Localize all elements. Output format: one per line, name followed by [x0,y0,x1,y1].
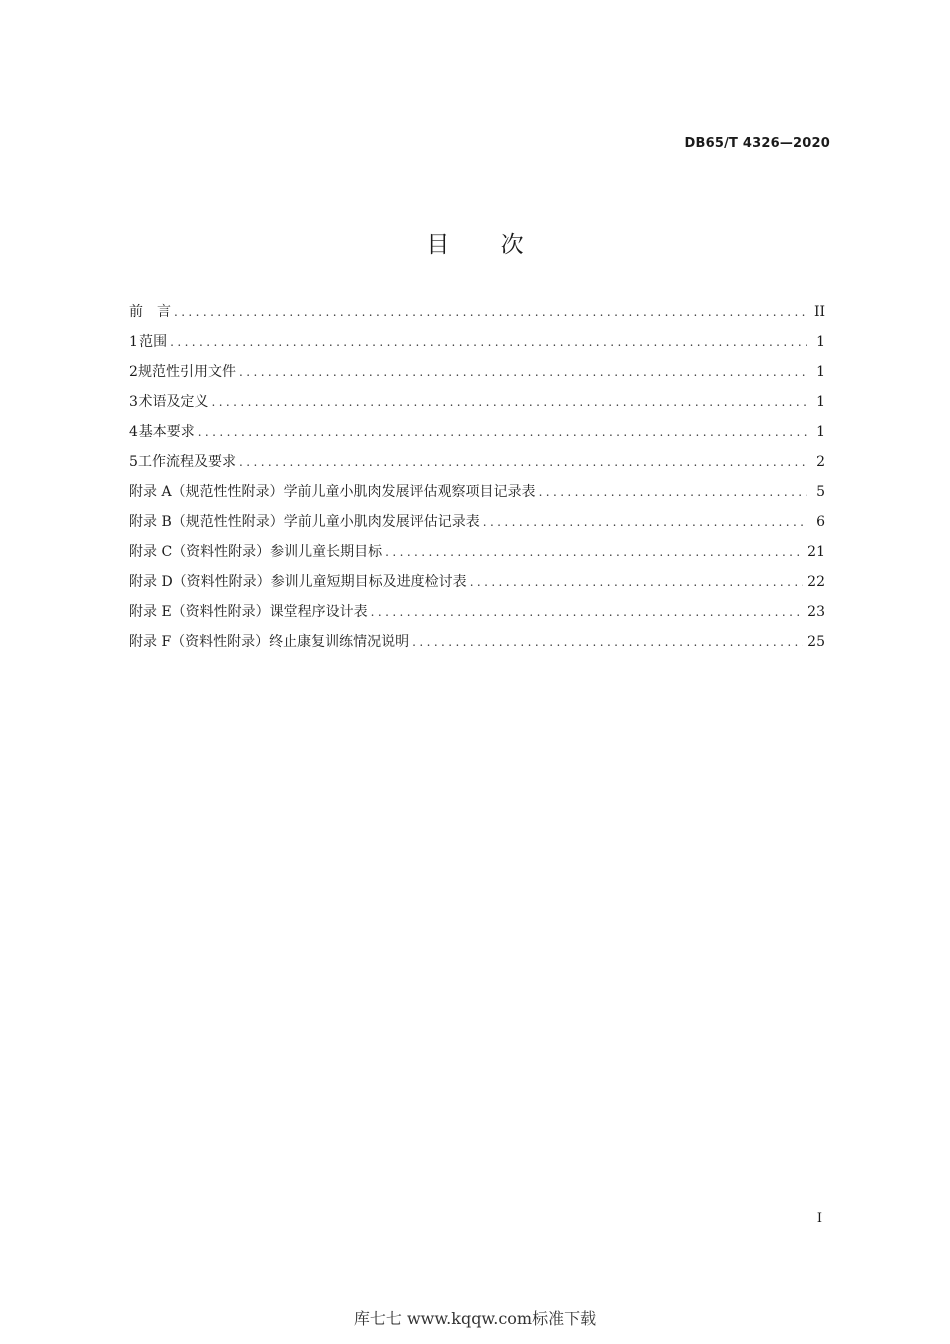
toc-entry-label: 基本要求 [138,424,195,440]
footer-watermark: 库七七 www.kqqw.com标准下载 [353,1309,597,1328]
toc-appendix-label: 附录 F（资料性附录） [129,634,270,650]
toc-appendix-label: 附录 D（资料性附录） [129,574,271,590]
toc-entry-label: 范围 [139,334,168,350]
page-number: I [816,1211,822,1226]
document-code: DB65/T 4326—2020 [684,136,830,151]
toc-entry-number: 4 [129,424,138,440]
toc-entry-page: 1 [816,394,825,410]
toc-leader-dots [174,305,807,319]
toc-leader-dots [239,365,807,379]
toc-entry-label: 学前儿童小肌肉发展评估观察项目记录表 [283,484,536,500]
toc-entry-number: 5 [129,454,138,470]
toc-entry-label: 学前儿童小肌肉发展评估记录表 [283,514,480,530]
toc-entry-appendix-c[interactable] [129,541,825,571]
toc-appendix-label: 附录 E（资料性附录） [129,604,270,620]
toc-entry-1[interactable] [129,331,825,361]
toc-entry-appendix-f[interactable] [129,631,825,661]
toc-leader-dots [239,455,807,469]
toc-leader-dots [483,515,807,529]
toc-entry-label: 术语及定义 [138,394,209,410]
toc-entry-appendix-e[interactable] [129,601,825,631]
toc-leader-dots [198,425,807,439]
toc-entry-label: 规范性引用文件 [138,364,237,380]
toc-entry-page: 5 [816,484,825,500]
toc-entry-page: 23 [807,604,825,620]
toc-entry-page: 21 [807,544,825,560]
toc-entry-label: 工作流程及要求 [138,454,237,470]
toc-entry-4[interactable] [129,421,825,451]
toc-leader-dots [539,485,807,499]
toc-entry-page: 2 [816,454,825,470]
toc-entry-page: II [813,304,825,320]
toc-entry-page: 6 [816,514,825,530]
toc-entry-number: 2 [129,364,138,380]
toc-entry-2[interactable] [129,361,825,391]
toc-entry-label: 参训儿童长期目标 [270,544,383,560]
toc-leader-dots [412,635,803,649]
toc-entry-appendix-a[interactable] [129,481,825,511]
toc-entry-page: 22 [807,574,825,590]
table-of-contents [129,301,825,661]
toc-leader-dots [470,575,803,589]
page-title: 目 次 [426,232,546,258]
toc-appendix-label: 附录 A（规范性性附录） [129,484,284,500]
toc-entry-label: 前 言 [129,304,171,320]
toc-entry-appendix-d[interactable] [129,571,825,601]
toc-entry-number: 3 [129,394,138,410]
toc-entry-page: 25 [807,634,825,650]
toc-entry-label: 参训儿童短期目标及进度检讨表 [270,574,467,590]
toc-entry-label: 课堂程序设计表 [269,604,368,620]
toc-leader-dots [212,395,808,409]
toc-leader-dots [170,335,807,349]
toc-entry-label: 终止康复训练情况说明 [269,634,410,650]
toc-appendix-label: 附录 B（规范性性附录） [129,514,284,530]
toc-leader-dots [371,605,804,619]
toc-appendix-label: 附录 C（资料性附录） [129,544,271,560]
toc-entry-page: 1 [816,424,825,440]
toc-entry-number: 1 [129,334,138,350]
toc-entry-page: 1 [816,364,825,380]
toc-entry-foreword[interactable] [129,301,825,331]
toc-entry-3[interactable] [129,391,825,421]
toc-entry-page: 1 [816,334,825,350]
toc-entry-appendix-b[interactable] [129,511,825,541]
toc-entry-5[interactable] [129,451,825,481]
toc-leader-dots [385,545,803,559]
